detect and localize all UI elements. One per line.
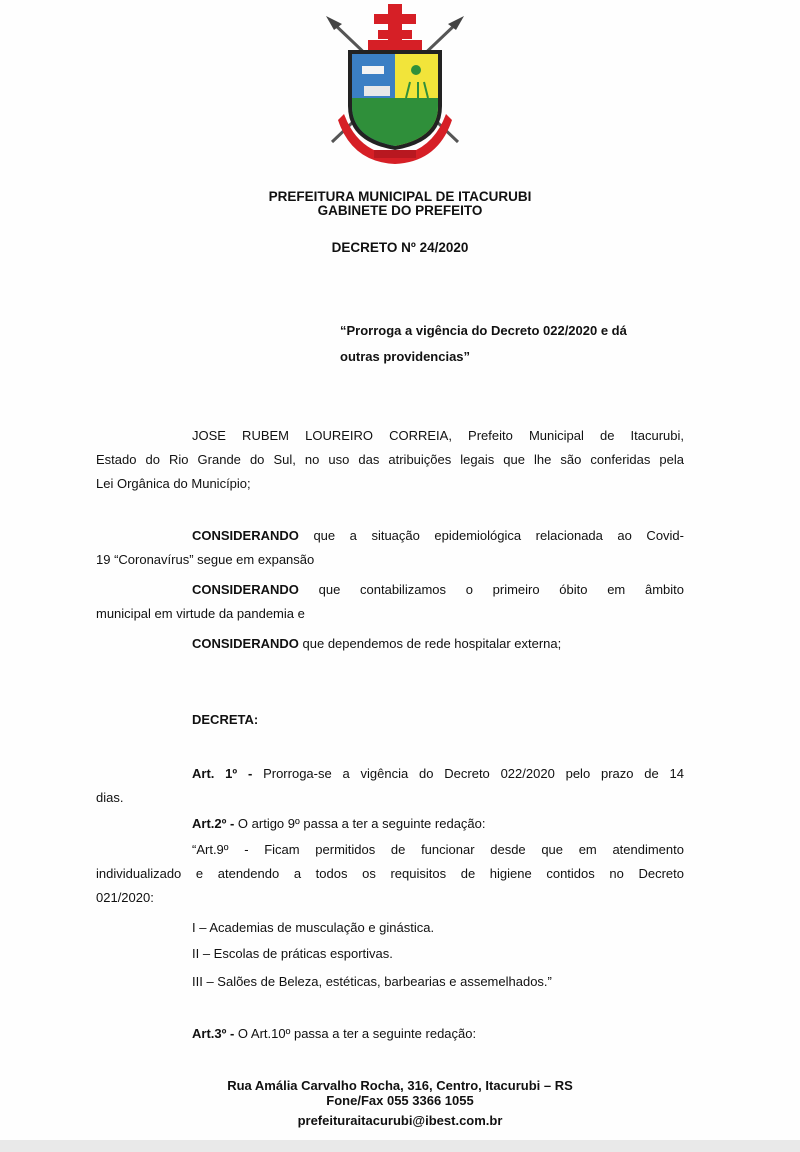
- considerando-text: que contabilizamos o primeiro óbito em âmbito: [298, 582, 684, 597]
- quote-line: “Art.9º - Ficam permitidos de funcionar desde que em atendimento: [192, 842, 684, 857]
- intro-line: Estado do Rio Grande do Sul, no uso das atribuições legais que lhe são conferidas pela: [96, 452, 684, 467]
- municipality-title: PREFEITURA MUNICIPAL DE ITACURUBI: [268, 189, 532, 204]
- article-9-quote: [96, 838, 684, 910]
- intro-line: Lei Orgânica do Município;: [96, 476, 251, 491]
- coat-of-arms-icon: [318, 2, 472, 164]
- footer-phone: Fone/Fax 055 3366 1055: [326, 1093, 474, 1108]
- considerando-3: [96, 632, 684, 656]
- decree-summary: [340, 318, 700, 370]
- decree-number: DECRETO Nº 24/2020: [331, 240, 469, 255]
- article-text: Prorroga-se a vigência do Decreto 022/2020 pelo prazo de 14: [252, 766, 684, 781]
- considerando-text: que a situação epidemiológica relacionada ao Covid-: [298, 528, 684, 543]
- list-item: I – Academias de musculação e ginástica.: [192, 920, 435, 935]
- article-text: O artigo 9º passa a ter a seguinte redação:: [234, 816, 486, 831]
- list-item: III – Salões de Beleza, estéticas, barbearias e assemelhados.”: [192, 974, 552, 989]
- considerando-keyword: CONSIDERANDO: [192, 582, 299, 597]
- considerando-keyword: CONSIDERANDO: [192, 528, 299, 543]
- intro-paragraph: [96, 424, 684, 496]
- summary-line: “Prorroga a vigência do Decreto 022/2020 e dá: [340, 323, 627, 338]
- footer-address: Rua Amália Carvalho Rocha, 316, Centro, Itacurubi – RS: [227, 1078, 573, 1093]
- list-item: II – Escolas de práticas esportivas.: [192, 946, 393, 961]
- summary-line: outras providencias”: [340, 349, 471, 364]
- article-label: Art. 1º -: [192, 766, 253, 781]
- considerando-text: municipal em virtude da pandemia e: [96, 606, 305, 621]
- article-label: Art.2º -: [192, 816, 235, 831]
- footer-email: prefeituraitacurubi@ibest.com.br: [297, 1113, 503, 1128]
- article-3: [192, 1022, 476, 1046]
- quote-line: individualizado e atendendo a todos os requisitos de higiene contidos no Decreto: [96, 866, 684, 881]
- article-1: [96, 762, 684, 810]
- intro-line: JOSE RUBEM LOUREIRO CORREIA, Prefeito Municipal de Itacurubi,: [192, 428, 684, 443]
- page-bottom-edge: [0, 1140, 800, 1152]
- article-label: Art.3º -: [192, 1026, 235, 1041]
- considerando-2: [96, 578, 684, 626]
- article-text: dias.: [96, 790, 124, 805]
- quote-line: 021/2020:: [96, 890, 154, 905]
- article-text: O Art.10º passa a ter a seguinte redação:: [234, 1026, 477, 1041]
- considerando-keyword: CONSIDERANDO: [192, 636, 299, 651]
- considerando-text: 19 “Coronavírus” segue em expansão: [96, 552, 315, 567]
- article-2: [96, 812, 684, 836]
- considerando-1: [96, 524, 684, 572]
- considerando-text: que dependemos de rede hospitalar externa;: [298, 636, 562, 651]
- decreta-heading: DECRETA:: [192, 712, 259, 727]
- office-title: GABINETE DO PREFEITO: [317, 203, 483, 218]
